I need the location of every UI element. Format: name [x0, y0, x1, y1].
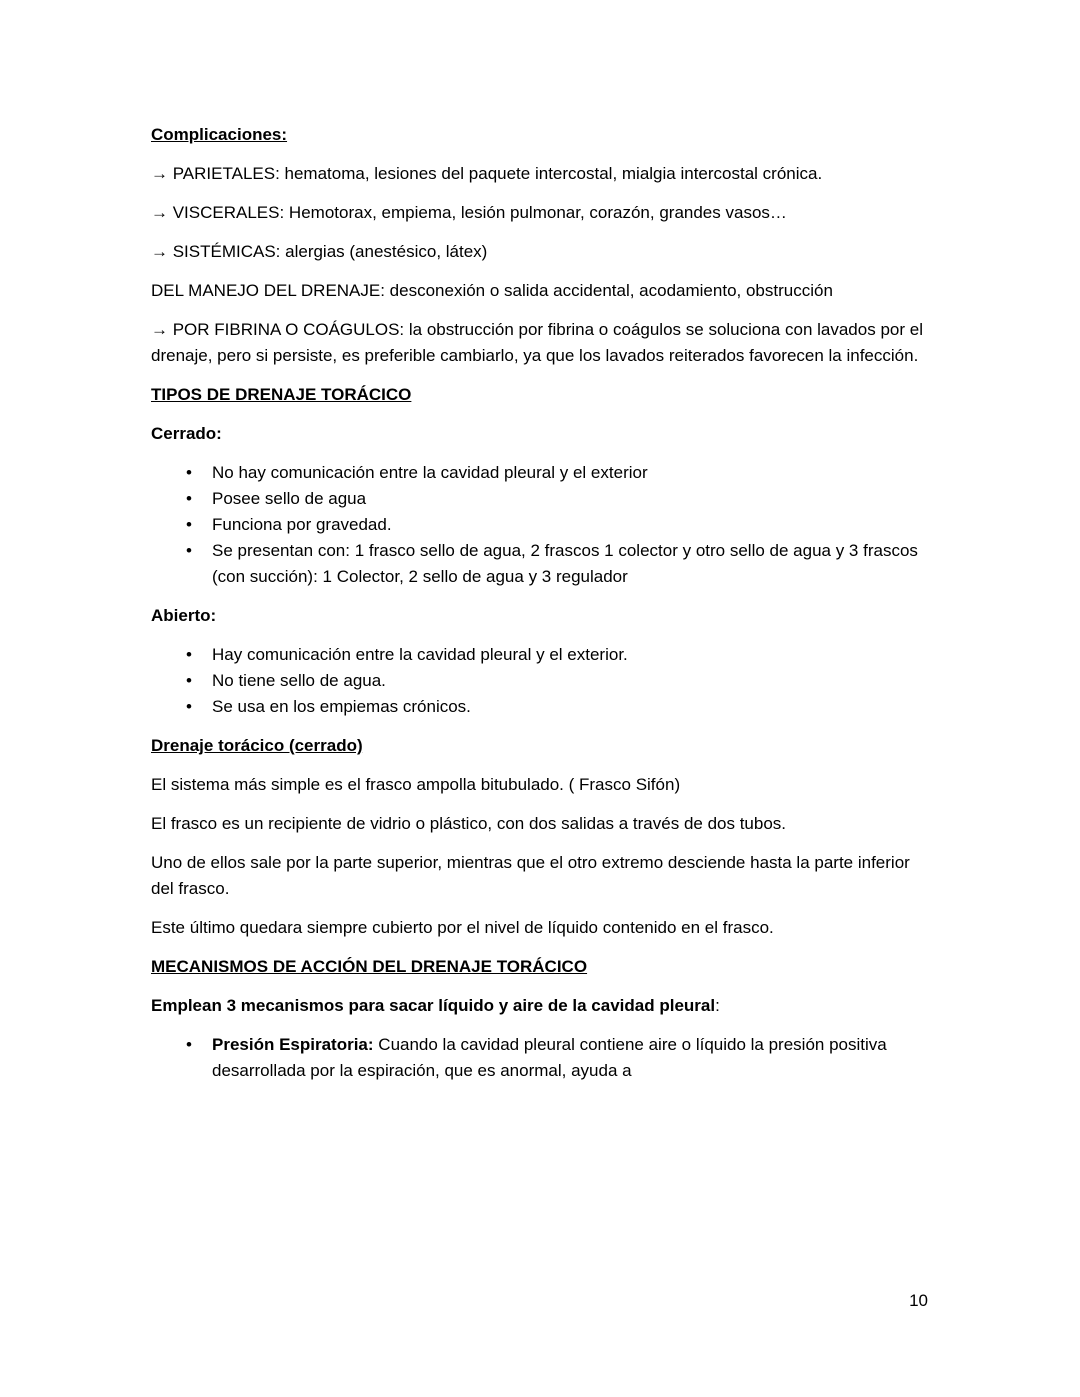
bold-lead-text: Emplean 3 mecanismos para sacar líquido y aire de la cavidad pleural [151, 996, 716, 1015]
list-item-bold-lead: Presión Espiratoria: [212, 1035, 374, 1054]
paragraph-emplean-mecanismos [151, 993, 930, 1019]
list-item [186, 512, 930, 538]
list-item-text: Cuando la cavidad pleural contiene aire o líquido la presión positiva desarrollada por la espiración, que es anormal, ayuda a [212, 1035, 887, 1080]
list-item [186, 694, 930, 720]
list-item-text: Se usa en los empiemas crónicos. [212, 697, 471, 716]
paragraph-viscerales: → VISCERALES: Hemotorax, empiema, lesión pulmonar, corazón, grandes vasos… [151, 203, 787, 222]
bullet-icon: • [186, 489, 192, 508]
paragraph-sistemicas: → SISTÉMICAS: alergias (anestésico, látex) [151, 242, 488, 261]
paragraph-frasco-sifon: El sistema más simple es el frasco ampolla bitubulado. ( Frasco Sifón) [151, 775, 681, 794]
list-item [186, 642, 930, 668]
bullet-icon: • [186, 541, 192, 560]
paragraph-tubos-frasco: Uno de ellos sale por la parte superior, mientras que el otro extremo desciende hasta la parte inferior del frasco. [151, 853, 910, 898]
bullet-icon: • [186, 1035, 192, 1054]
list-cerrado [186, 460, 930, 590]
paragraph-fibrina-coagulos: → POR FIBRINA O COÁGULOS: la obstrucción por fibrina o coágulos se soluciona con lavados por el drenaje, pero si persiste, es preferible cambiarlo, ya que los lavados reiterados favorecen la infección. [151, 320, 923, 365]
list-item-text: Se presentan con: 1 frasco sello de agua, 2 frascos 1 colector y otro sello de agua y 3 frascos (con succión): 1 Colector, 2 sello de agua y 3 regulador [212, 541, 918, 586]
list-item [186, 460, 930, 486]
bullet-icon: • [186, 697, 192, 716]
page-number: 10 [909, 1291, 928, 1310]
bullet-icon: • [186, 645, 192, 664]
list-item [186, 538, 930, 590]
heading-complicaciones: Complicaciones: [151, 125, 288, 144]
paragraph-frasco-recipiente: El frasco es un recipiente de vidrio o plástico, con dos salidas a través de dos tubos. [151, 814, 787, 833]
heading-mecanismos-de-accion: MECANISMOS DE ACCIÓN DEL DRENAJE TORÁCICO [151, 957, 588, 976]
paragraph-parietales: → PARIETALES: hematoma, lesiones del paquete intercostal, mialgia intercostal crónica. [151, 164, 823, 183]
list-item [186, 486, 930, 512]
subheading-abierto: Abierto: [151, 606, 217, 625]
list-item-text: No hay comunicación entre la cavidad pleural y el exterior [212, 463, 648, 482]
bullet-icon: • [186, 463, 192, 482]
lead-suffix: : [715, 996, 720, 1015]
list-item [186, 668, 930, 694]
bullet-icon: • [186, 515, 192, 534]
list-abierto [186, 642, 930, 720]
subheading-cerrado: Cerrado: [151, 424, 222, 443]
list-item [186, 1032, 930, 1084]
list-item-text: No tiene sello de agua. [212, 671, 386, 690]
heading-tipos-de-drenaje-toracico: TIPOS DE DRENAJE TORÁCICO [151, 385, 412, 404]
list-mecanismos [186, 1032, 930, 1084]
bullet-icon: • [186, 671, 192, 690]
heading-drenaje-toracico-cerrado: Drenaje torácico (cerrado) [151, 736, 363, 755]
paragraph-manejo-drenaje: DEL MANEJO DEL DRENAJE: desconexión o salida accidental, acodamiento, obstrucción [151, 281, 833, 300]
list-item-text: Funciona por gravedad. [212, 515, 392, 534]
paragraph-nivel-liquido: Este último quedara siempre cubierto por el nivel de líquido contenido en el frasco. [151, 918, 774, 937]
list-item-text: Posee sello de agua [212, 489, 367, 508]
list-item-text: Hay comunicación entre la cavidad pleural y el exterior. [212, 645, 628, 664]
